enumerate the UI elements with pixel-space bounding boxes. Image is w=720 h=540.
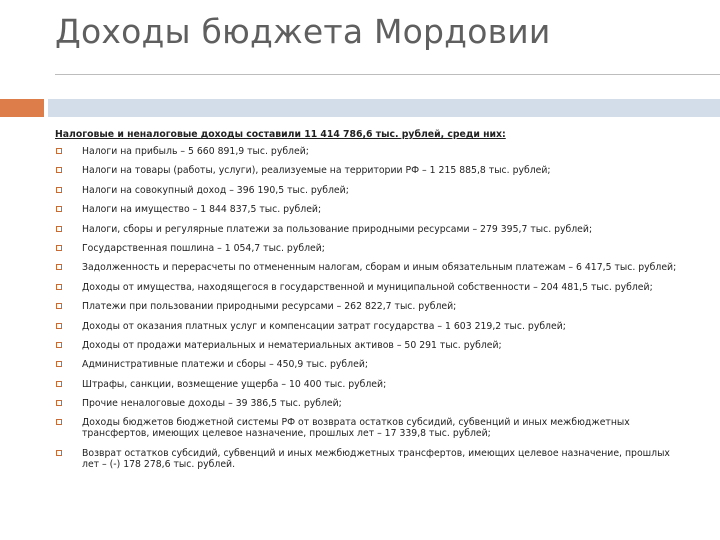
square-bullet-icon: [56, 226, 62, 232]
list-item: [55, 359, 687, 370]
revenue-list: [55, 146, 687, 470]
list-item: [55, 321, 687, 332]
title-divider: [55, 74, 720, 75]
square-bullet-icon: [56, 167, 62, 173]
list-item-text: Налоги на товары (работы, услуги), реализуемые на территории РФ – 1 215 885,8 тыс. рублей;: [82, 165, 551, 177]
square-bullet-icon: [56, 450, 62, 456]
list-item-text: Возврат остатков субсидий, субвенций и иных межбюджетных трансфертов, имеющих целевое назначение, прошлых лет – (-) 178 278,6 тыс. рублей.: [82, 447, 670, 470]
square-bullet-icon: [56, 400, 62, 406]
list-item: [55, 301, 687, 312]
list-item: [55, 224, 687, 235]
list-item-text: Налоги, сборы и регулярные платежи за пользование природными ресурсами – 279 395,7 тыс. рублей;: [82, 223, 593, 235]
list-item-text: Доходы от продажи материальных и нематериальных активов – 50 291 тыс. рублей;: [82, 339, 502, 351]
square-bullet-icon: [56, 323, 62, 329]
square-bullet-icon: [56, 381, 62, 387]
list-item: [55, 282, 687, 293]
square-bullet-icon: [56, 206, 62, 212]
square-bullet-icon: [56, 245, 62, 251]
square-bullet-icon: [56, 361, 62, 367]
slide-content: [55, 129, 687, 478]
list-item: [55, 379, 687, 390]
header-band: [48, 99, 720, 117]
list-item: [55, 185, 687, 196]
list-item-text: Административные платежи и сборы – 450,9 тыс. рублей;: [82, 359, 368, 371]
list-item: [55, 417, 687, 439]
list-item-text: Доходы от оказания платных услуг и компенсации затрат государства – 1 603 219,2 тыс. рублей;: [82, 320, 566, 332]
list-item-text: Прочие неналоговые доходы – 39 386,5 тыс. рублей;: [82, 398, 342, 410]
list-item-text: Доходы бюджетов бюджетной системы РФ от возврата остатков субсидий, субвенций и иных межбюджетных трансфертов, имеющих целевое назначение, прошлых лет – 17 339,8 тыс. рублей;: [82, 417, 630, 440]
list-item: [55, 262, 687, 273]
list-item: [55, 448, 687, 470]
list-item-text: Налоги на прибыль – 5 660 891,9 тыс. рублей;: [82, 146, 309, 157]
list-item: [55, 398, 687, 409]
list-item-text: Доходы от имущества, находящегося в государственной и муниципальной собственности – 204 481,5 тыс. рублей;: [82, 281, 653, 293]
list-item-text: Штрафы, санкции, возмещение ущерба – 10 400 тыс. рублей;: [82, 378, 387, 390]
square-bullet-icon: [56, 342, 62, 348]
list-item-text: Задолженность и перерасчеты по отмененным налогам, сборам и иным обязательным платежам – 6 417,5 тыс. рублей;: [82, 262, 677, 274]
square-bullet-icon: [56, 303, 62, 309]
list-item-text: Налоги на совокупный доход – 396 190,5 тыс. рублей;: [82, 184, 349, 196]
list-item: [55, 204, 687, 215]
square-bullet-icon: [56, 187, 62, 193]
square-bullet-icon: [56, 419, 62, 425]
list-item-text: Платежи при пользовании природными ресурсами – 262 822,7 тыс. рублей;: [82, 301, 457, 313]
list-item: [55, 165, 687, 176]
list-item: [55, 243, 687, 254]
list-item-text: Налоги на имущество – 1 844 837,5 тыс. рублей;: [82, 204, 322, 216]
accent-bar: [0, 99, 44, 117]
square-bullet-icon: [56, 264, 62, 270]
intro-text: Налоговые и неналоговые доходы составили 11 414 786,6 тыс. рублей, среди них:: [55, 129, 506, 140]
slide-title: Доходы бюджета Мордовии: [55, 12, 551, 51]
list-item: [55, 146, 687, 157]
list-item-text: Государственная пошлина – 1 054,7 тыс. рублей;: [82, 242, 325, 254]
list-item: [55, 340, 687, 351]
square-bullet-icon: [56, 148, 62, 154]
square-bullet-icon: [56, 284, 62, 290]
